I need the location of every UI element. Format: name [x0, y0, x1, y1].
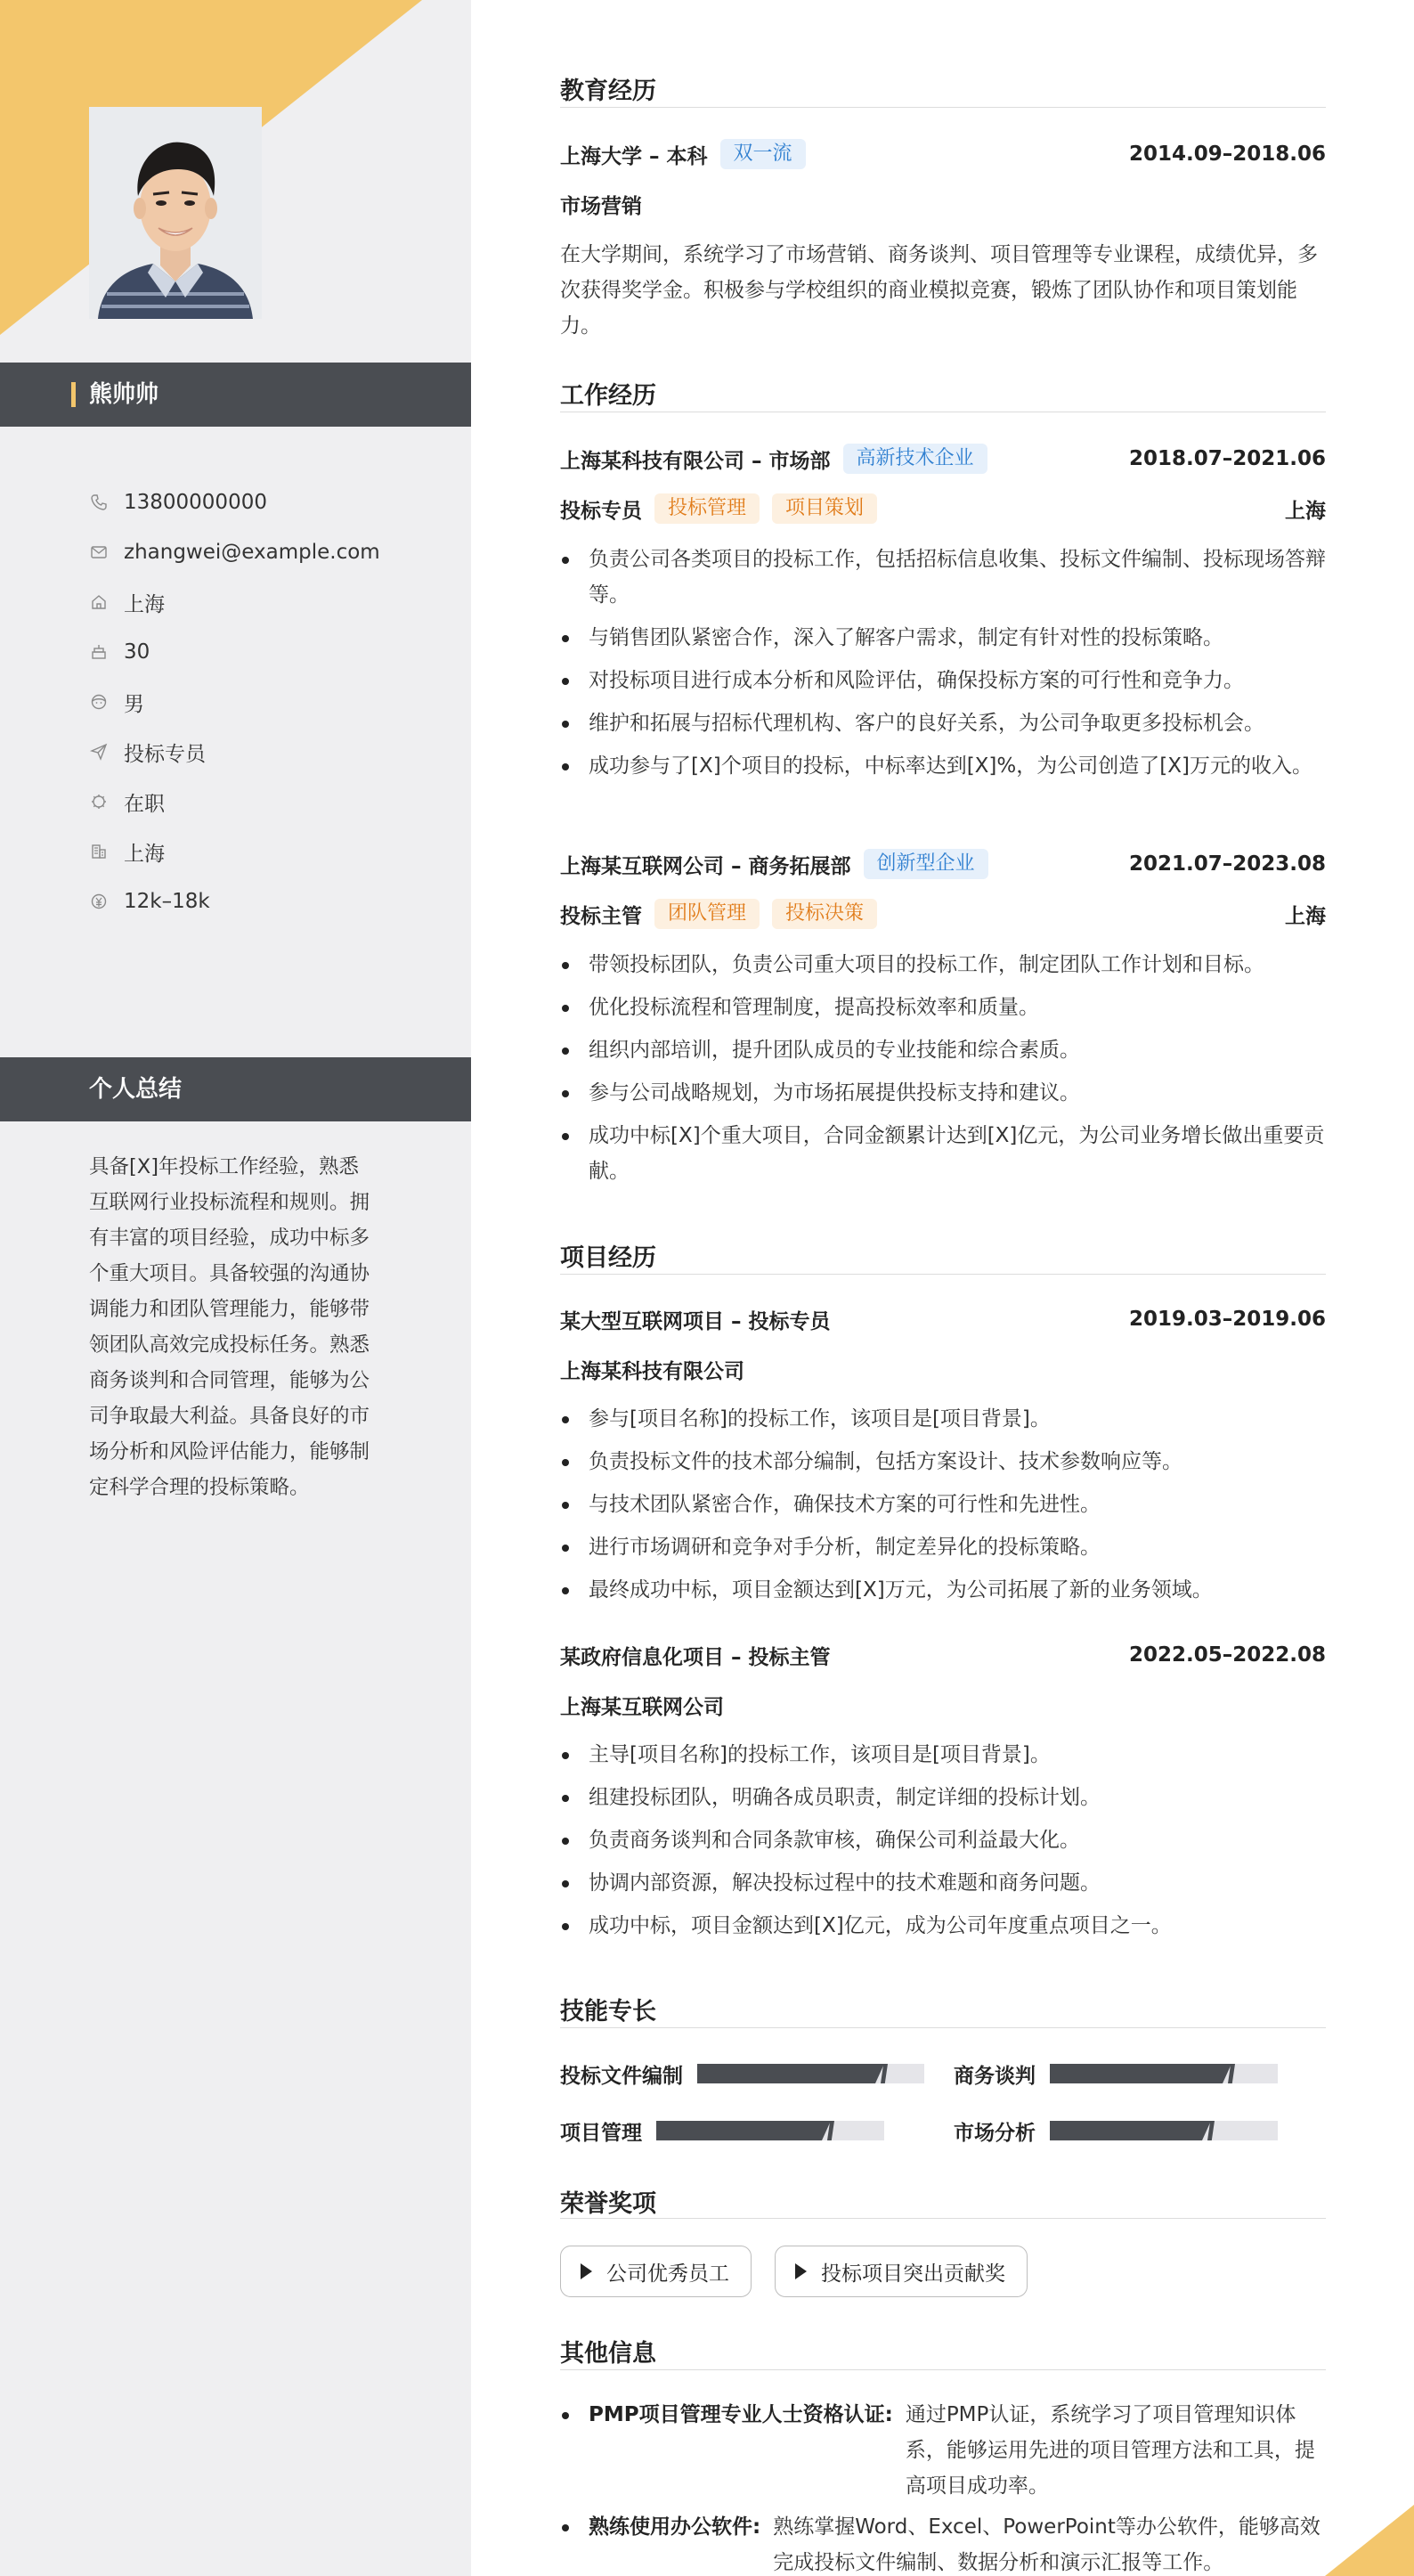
job-1-company: 上海某科技有限公司 – 市场部 [560, 449, 831, 473]
work-title: 工作经历 [560, 382, 656, 410]
skill-4-bar [1050, 2121, 1278, 2140]
list-item: 与技术团队紧密合作，确保技术方案的可行性和先进性。 [560, 1487, 1326, 1522]
skill-2-label: 商务谈判 [954, 2064, 1036, 2088]
list-item: 最终成功中标，项目金额达到[X]万元，为公司拓展了新的业务领域。 [560, 1572, 1326, 1608]
education-school: 上海大学 – 本科 [560, 144, 708, 168]
contact-list [89, 477, 380, 926]
contact-age [89, 627, 380, 677]
list-item: 组织内部培训，提升团队成员的专业技能和综合素质。 [560, 1032, 1326, 1068]
job-2-date: 2021.07–2023.08 [1128, 852, 1326, 876]
honors-divider [560, 2218, 1326, 2219]
list-item: 主导[项目名称]的投标工作，该项目是[项目背景]。 [560, 1737, 1326, 1773]
job-1-company-tag: 高新技术企业 [843, 444, 987, 474]
cake-icon [89, 642, 109, 662]
play-icon [795, 2263, 807, 2279]
skill-1-bar [697, 2064, 924, 2083]
award-2[interactable] [775, 2246, 1028, 2297]
avatar [89, 107, 262, 319]
skill-3-fill [656, 2121, 831, 2140]
gender-icon [89, 692, 109, 712]
salary-icon [89, 892, 109, 911]
project-2-bullets [560, 1737, 1326, 1951]
skill-2-bar [1050, 2064, 1278, 2083]
project-2-header [560, 1639, 1326, 1671]
other-title: 其他信息 [560, 2340, 656, 2368]
project-2-name: 某政府信息化项目 – 投标主管 [560, 1645, 831, 1669]
list-item: 负责投标文件的技术部分编制，包括方案设计、技术参数响应等。 [560, 1444, 1326, 1480]
job-2-bullets [560, 947, 1326, 1196]
project-1-date: 2019.03–2019.06 [1128, 1308, 1326, 1331]
contact-status-text: 在职 [124, 792, 165, 816]
contact-gender [89, 677, 380, 727]
contact-position-text: 投标专员 [124, 742, 206, 766]
skill-1 [560, 2060, 924, 2087]
contact-salary [89, 876, 380, 926]
list-item [560, 2397, 1326, 2504]
name-accent [71, 382, 76, 407]
sidebar [0, 0, 471, 2576]
contact-age-text: 30 [124, 640, 150, 664]
contact-salary-text: 12k–18k [124, 890, 210, 913]
list-item: 成功中标[X]个重大项目，合同金额累计达到[X]亿元，为公司业务增长做出重要贡献。 [560, 1118, 1326, 1189]
job-1-bullets [560, 542, 1326, 791]
skill-4-fill [1050, 2121, 1211, 2140]
education-date: 2014.09–2018.06 [1128, 143, 1326, 166]
skill-4 [954, 2117, 1278, 2144]
skill-3 [560, 2117, 884, 2144]
list-item: 成功参与了[X]个项目的投标，中标率达到[X]%，为公司创造了[X]万元的收入。 [560, 748, 1326, 784]
list-item: 负责商务谈判和合同条款审核，确保公司利益最大化。 [560, 1822, 1326, 1858]
list-item: 成功中标，项目金额达到[X]亿元，成为公司年度重点项目之一。 [560, 1908, 1326, 1944]
award-1[interactable] [560, 2246, 752, 2297]
list-item: 组建投标团队，明确各成员职责，制定详细的投标计划。 [560, 1780, 1326, 1815]
honors-title: 荣誉奖项 [560, 2190, 656, 2218]
portrait-photo [89, 107, 262, 319]
skill-2-fill [1050, 2064, 1231, 2083]
contact-phone [89, 477, 380, 527]
skills-divider [560, 2027, 1326, 2028]
contact-location-text: 上海 [124, 592, 165, 616]
job-2-role-row [560, 898, 1326, 930]
contact-email-text: zhangwei@example.com [124, 541, 380, 564]
mail-icon [89, 542, 109, 562]
education-desc: 在大学期间，系统学习了市场营销、商务谈判、项目管理等专业课程，成绩优异，多次获得奖学金。积极参与学校组织的商业模拟竞赛，锻炼了团队协作和项目策划能力。 [560, 243, 1318, 338]
contact-phone-text: 13800000000 [124, 491, 267, 514]
job-2-role: 投标主管 [560, 904, 642, 928]
projects-divider [560, 1274, 1326, 1275]
job-1-tag-1: 投标管理 [654, 493, 760, 524]
job-1-tag-2: 项目策划 [772, 493, 877, 524]
contact-city-text: 上海 [124, 842, 165, 866]
list-item: 进行市场调研和竞争对手分析，制定差异化的投标策略。 [560, 1529, 1326, 1565]
list-item: 参与公司战略规划，为市场拓展提供投标支持和建议。 [560, 1075, 1326, 1111]
list-item: 参与[项目名称]的投标工作，该项目是[项目背景]。 [560, 1401, 1326, 1437]
job-2-tag-1: 团队管理 [654, 899, 760, 929]
other-1-key: PMP项目管理专业人士资格认证: [589, 2403, 893, 2426]
other-2-key: 熟练使用办公软件: [589, 2515, 761, 2539]
list-item: 协调内部资源，解决投标过程中的技术难题和商务问题。 [560, 1865, 1326, 1901]
projects-title: 项目经历 [560, 1244, 656, 1272]
decor-corner [1325, 2505, 1414, 2576]
skill-3-label: 项目管理 [560, 2121, 642, 2145]
profile-name: 熊帅帅 [89, 381, 159, 408]
project-2-date: 2022.05–2022.08 [1128, 1643, 1326, 1667]
skill-1-label: 投标文件编制 [560, 2064, 683, 2088]
list-item: 对投标项目进行成本分析和风险评估，确保投标方案的可行性和竞争力。 [560, 663, 1326, 698]
skill-2 [954, 2060, 1278, 2087]
contact-status [89, 777, 380, 827]
education-major-row [560, 188, 1326, 220]
skill-3-bar [656, 2121, 884, 2140]
list-item: 与销售团队紧密合作，深入了解客户需求，制定有针对性的投标策略。 [560, 620, 1326, 656]
list-item: 负责公司各类项目的投标工作，包括招标信息收集、投标文件编制、投标现场答辩等。 [560, 542, 1326, 613]
list-item: 维护和拓展与招标代理机构、客户的良好关系，为公司争取更多投标机会。 [560, 705, 1326, 741]
project-1-name: 某大型互联网项目 – 投标专员 [560, 1309, 831, 1333]
building-icon [89, 842, 109, 861]
name-bar [0, 363, 471, 427]
contact-city [89, 827, 380, 876]
job-2-company-tag: 创新型企业 [864, 849, 988, 879]
list-item: 优化投标流程和管理制度，提高投标效率和质量。 [560, 990, 1326, 1025]
status-icon [89, 792, 109, 811]
education-divider [560, 107, 1326, 108]
contact-location [89, 577, 380, 627]
project-1-org-row [560, 1353, 1326, 1385]
job-1-role-row [560, 493, 1326, 525]
other-divider [560, 2369, 1326, 2370]
education-tag: 双一流 [720, 139, 806, 169]
job-2-tag-2: 投标决策 [772, 899, 877, 929]
job-1-date: 2018.07–2021.06 [1128, 447, 1326, 470]
other-1-value: 通过PMP认证，系统学习了项目管理知识体系，能够运用先进的项目管理方法和工具，提高项目成功率。 [905, 2403, 1315, 2498]
job-1-header [560, 443, 1326, 475]
education-header [560, 138, 1326, 170]
other-list [560, 2397, 1326, 2576]
play-icon [581, 2263, 592, 2279]
project-1-header [560, 1303, 1326, 1335]
summary-bar [0, 1057, 471, 1121]
education-major: 市场营销 [560, 194, 642, 218]
job-2-company: 上海某互联网公司 – 商务拓展部 [560, 854, 851, 878]
skill-1-fill [697, 2064, 884, 2083]
contact-position [89, 727, 380, 777]
project-1-org: 上海某科技有限公司 [560, 1359, 744, 1383]
phone-icon [89, 493, 109, 512]
job-1-role: 投标专员 [560, 499, 642, 523]
job-1-city: 上海 [1285, 499, 1326, 523]
project-2-org-row [560, 1689, 1326, 1721]
award-1-label: 公司优秀员工 [606, 2262, 729, 2286]
job-2-city: 上海 [1285, 904, 1326, 928]
skill-4-label: 市场分析 [954, 2121, 1036, 2145]
summary-text: 具备[X]年投标工作经验，熟悉互联网行业投标流程和规则。拥有丰富的项目经验，成功中标多个重大项目。具备较强的沟通协调能力和团队管理能力，能够带领团队高效完成投标任务。熟悉商务谈判和合同管理，能够为公司争取最大利益。具备良好的市场分析和风险评估能力，能够制定科学合理的投标策略。 [89, 1155, 370, 1499]
list-item: 带领投标团队，负责公司重大项目的投标工作，制定团队工作计划和目标。 [560, 947, 1326, 982]
education-title: 教育经历 [560, 77, 656, 105]
contact-email [89, 527, 380, 577]
list-item [560, 2509, 1326, 2576]
award-2-label: 投标项目突出贡献奖 [821, 2262, 1005, 2286]
send-icon [89, 742, 109, 762]
job-2-header [560, 848, 1326, 880]
project-2-org: 上海某互联网公司 [560, 1695, 724, 1719]
other-2-value: 熟练掌握Word、Excel、PowerPoint等办公软件，能够高效完成投标文件编制、数据分析和演示汇报等工作。 [773, 2515, 1321, 2574]
home-icon [89, 592, 109, 612]
skills-title: 技能专长 [560, 1998, 656, 2026]
project-1-bullets [560, 1401, 1326, 1615]
contact-gender-text: 男 [124, 692, 144, 716]
summary-title: 个人总结 [89, 1076, 183, 1103]
